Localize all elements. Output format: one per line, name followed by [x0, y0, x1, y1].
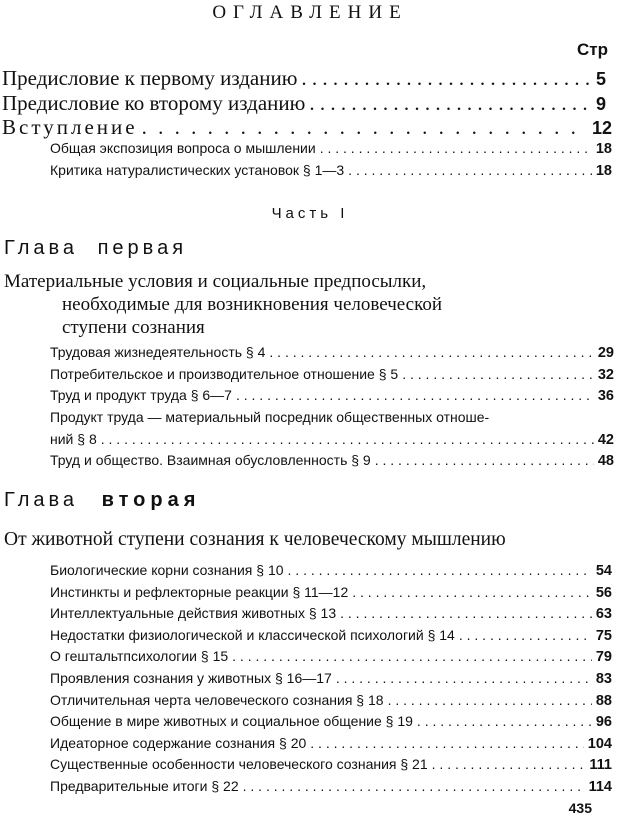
- toc-entry-label: ний § 8: [50, 431, 97, 447]
- toc-entry-label: Инстинкты и рефлекторные реакции § 11—12: [50, 583, 349, 600]
- toc-entry: [50, 627, 612, 644]
- toc-entry-page: 36: [597, 388, 614, 404]
- toc-entry-label: Критика натуралистических установок § 1—3: [50, 162, 345, 178]
- toc-entry: [50, 387, 614, 404]
- toc-subentry: [50, 162, 612, 179]
- toc-entry-page: 12: [591, 118, 612, 138]
- toc-entry-label: Труд и продукт труда § 6—7: [50, 387, 232, 403]
- toc-entry-label: Недостатки физиологической и классической психологий § 14: [50, 626, 455, 643]
- toc-entry-label: Вступление: [2, 115, 138, 139]
- leader-dots: [236, 387, 594, 403]
- leader-dots: [459, 627, 592, 643]
- leader-dots: [402, 366, 594, 382]
- toc-entry: [50, 366, 614, 383]
- leader-dots: [243, 778, 585, 794]
- toc-entry-wrapped-line-1: Продукт труда — материальный посредник общественных отноше-: [50, 409, 490, 425]
- toc-entry: [50, 778, 612, 795]
- toc-entry-page: 83: [595, 671, 612, 687]
- toc-entry: [50, 562, 612, 579]
- toc-entry-page: 79: [595, 649, 612, 666]
- leader-dots: [352, 584, 592, 600]
- toc-entry-page: 88: [595, 692, 612, 709]
- toc-entry-page: 18: [595, 141, 612, 157]
- toc-entry: [50, 670, 612, 687]
- leader-dots: [309, 91, 592, 116]
- toc-entry-label: Интеллектуальные действия животных § 13: [50, 605, 337, 622]
- toc-entry-page: 56: [595, 584, 612, 601]
- leader-dots: [288, 562, 592, 578]
- toc-entry-page: 111: [589, 757, 612, 774]
- toc-entry-page: 54: [595, 563, 612, 579]
- toc-entry-page: 114: [588, 779, 612, 795]
- toc-entry-page: 9: [595, 94, 606, 114]
- toc-entry-label: О гештальтпсихологии § 15: [50, 648, 229, 665]
- leader-dots: [310, 735, 584, 751]
- leader-dots: [388, 692, 592, 708]
- chapter-2-heading: От животной ступени сознания к человеческому мышлению: [4, 529, 506, 550]
- leader-dots: [101, 431, 594, 447]
- toc-entry-label: Общение в мире животных и социальное общение § 19: [50, 713, 413, 730]
- toc-entry: [50, 735, 612, 752]
- toc-entry-label: Существенные особенности человеческого сознания § 21: [50, 756, 428, 773]
- leader-dots: [269, 344, 593, 360]
- toc-entry-label: Трудовая жизнедеятельность § 4: [50, 344, 266, 360]
- toc-entry-label: Предисловие ко второму изданию: [2, 91, 306, 115]
- toc-entry: [50, 452, 614, 469]
- chapter-word: Глава: [4, 489, 79, 511]
- toc-entry-label: Труд и общество. Взаимная обусловленность § 9: [50, 452, 371, 468]
- toc-entry-page: 5: [595, 69, 606, 89]
- toc-entry: [50, 605, 612, 622]
- toc-entry-label: Предисловие к первому изданию: [2, 66, 298, 90]
- leader-dots: [301, 66, 592, 91]
- chapter-2-label: [4, 489, 200, 512]
- toc-entry: [50, 648, 612, 665]
- leader-dots: [142, 115, 588, 140]
- toc-entry-page: 18: [595, 163, 612, 179]
- leader-dots: [336, 670, 592, 686]
- toc-entry: [50, 344, 614, 361]
- toc-entry-page: 48: [597, 453, 614, 469]
- toc-entry-page: 104: [587, 735, 612, 752]
- toc-entry-page: 63: [595, 606, 612, 623]
- part-heading: Часть I: [271, 205, 349, 222]
- leader-dots: [348, 162, 592, 178]
- toc-entry-label: Потребительское и производительное отношение § 5: [50, 366, 399, 382]
- toc-entry-label: Отличительная черта человеческого сознания § 18: [50, 691, 384, 708]
- toc-subentry: [50, 140, 612, 157]
- toc-entry-label: Идеаторное содержание сознания § 20: [50, 734, 307, 751]
- toc-entry-label: Общая экспозиция вопроса о мышлении: [50, 140, 316, 156]
- toc-entry: [50, 756, 612, 773]
- chapter-1-label: [4, 237, 187, 260]
- chapter-1-heading-line-3: ступени сознания: [62, 317, 205, 338]
- toc-entry: [50, 692, 612, 709]
- toc-entry-introduction: [2, 115, 612, 140]
- toc-entry-label: Предварительные итоги § 22: [50, 778, 239, 794]
- leader-dots: [232, 648, 592, 664]
- leader-dots: [432, 756, 586, 772]
- toc-entry-label: Проявления сознания у животных § 16—17: [50, 670, 332, 686]
- chapter-word: Глава: [4, 237, 79, 259]
- toc-entry-page: 75: [595, 627, 612, 644]
- leader-dots: [340, 605, 592, 621]
- toc-entry-page: 32: [597, 367, 614, 383]
- chapter-ordinal: первая: [97, 237, 188, 259]
- toc-entry-page: 96: [595, 714, 612, 731]
- leader-dots: [417, 713, 592, 729]
- toc-entry-page: 29: [597, 345, 614, 361]
- page-column-label: Стр: [577, 40, 608, 59]
- toc-entry: [50, 431, 614, 448]
- toc-entry: [50, 584, 612, 601]
- chapter-1-heading-line-2: необходимые для возникновения человеческой: [62, 294, 443, 315]
- toc-entry-page: 42: [597, 432, 614, 448]
- chapter-1-heading-line-1: Материальные условия и социальные предпосылки,: [4, 271, 427, 292]
- chapter-ordinal: вторая: [101, 489, 201, 511]
- page-number: 435: [568, 800, 592, 816]
- page-title: ОГЛАВЛЕНИЕ: [212, 2, 408, 23]
- leader-dots: [375, 452, 594, 468]
- toc-entry-preface-2: [2, 91, 606, 116]
- toc-entry-label: Биологические корни сознания § 10: [50, 562, 284, 578]
- leader-dots: [320, 140, 592, 156]
- toc-entry: [50, 713, 612, 730]
- toc-entry-preface-1: [2, 66, 606, 91]
